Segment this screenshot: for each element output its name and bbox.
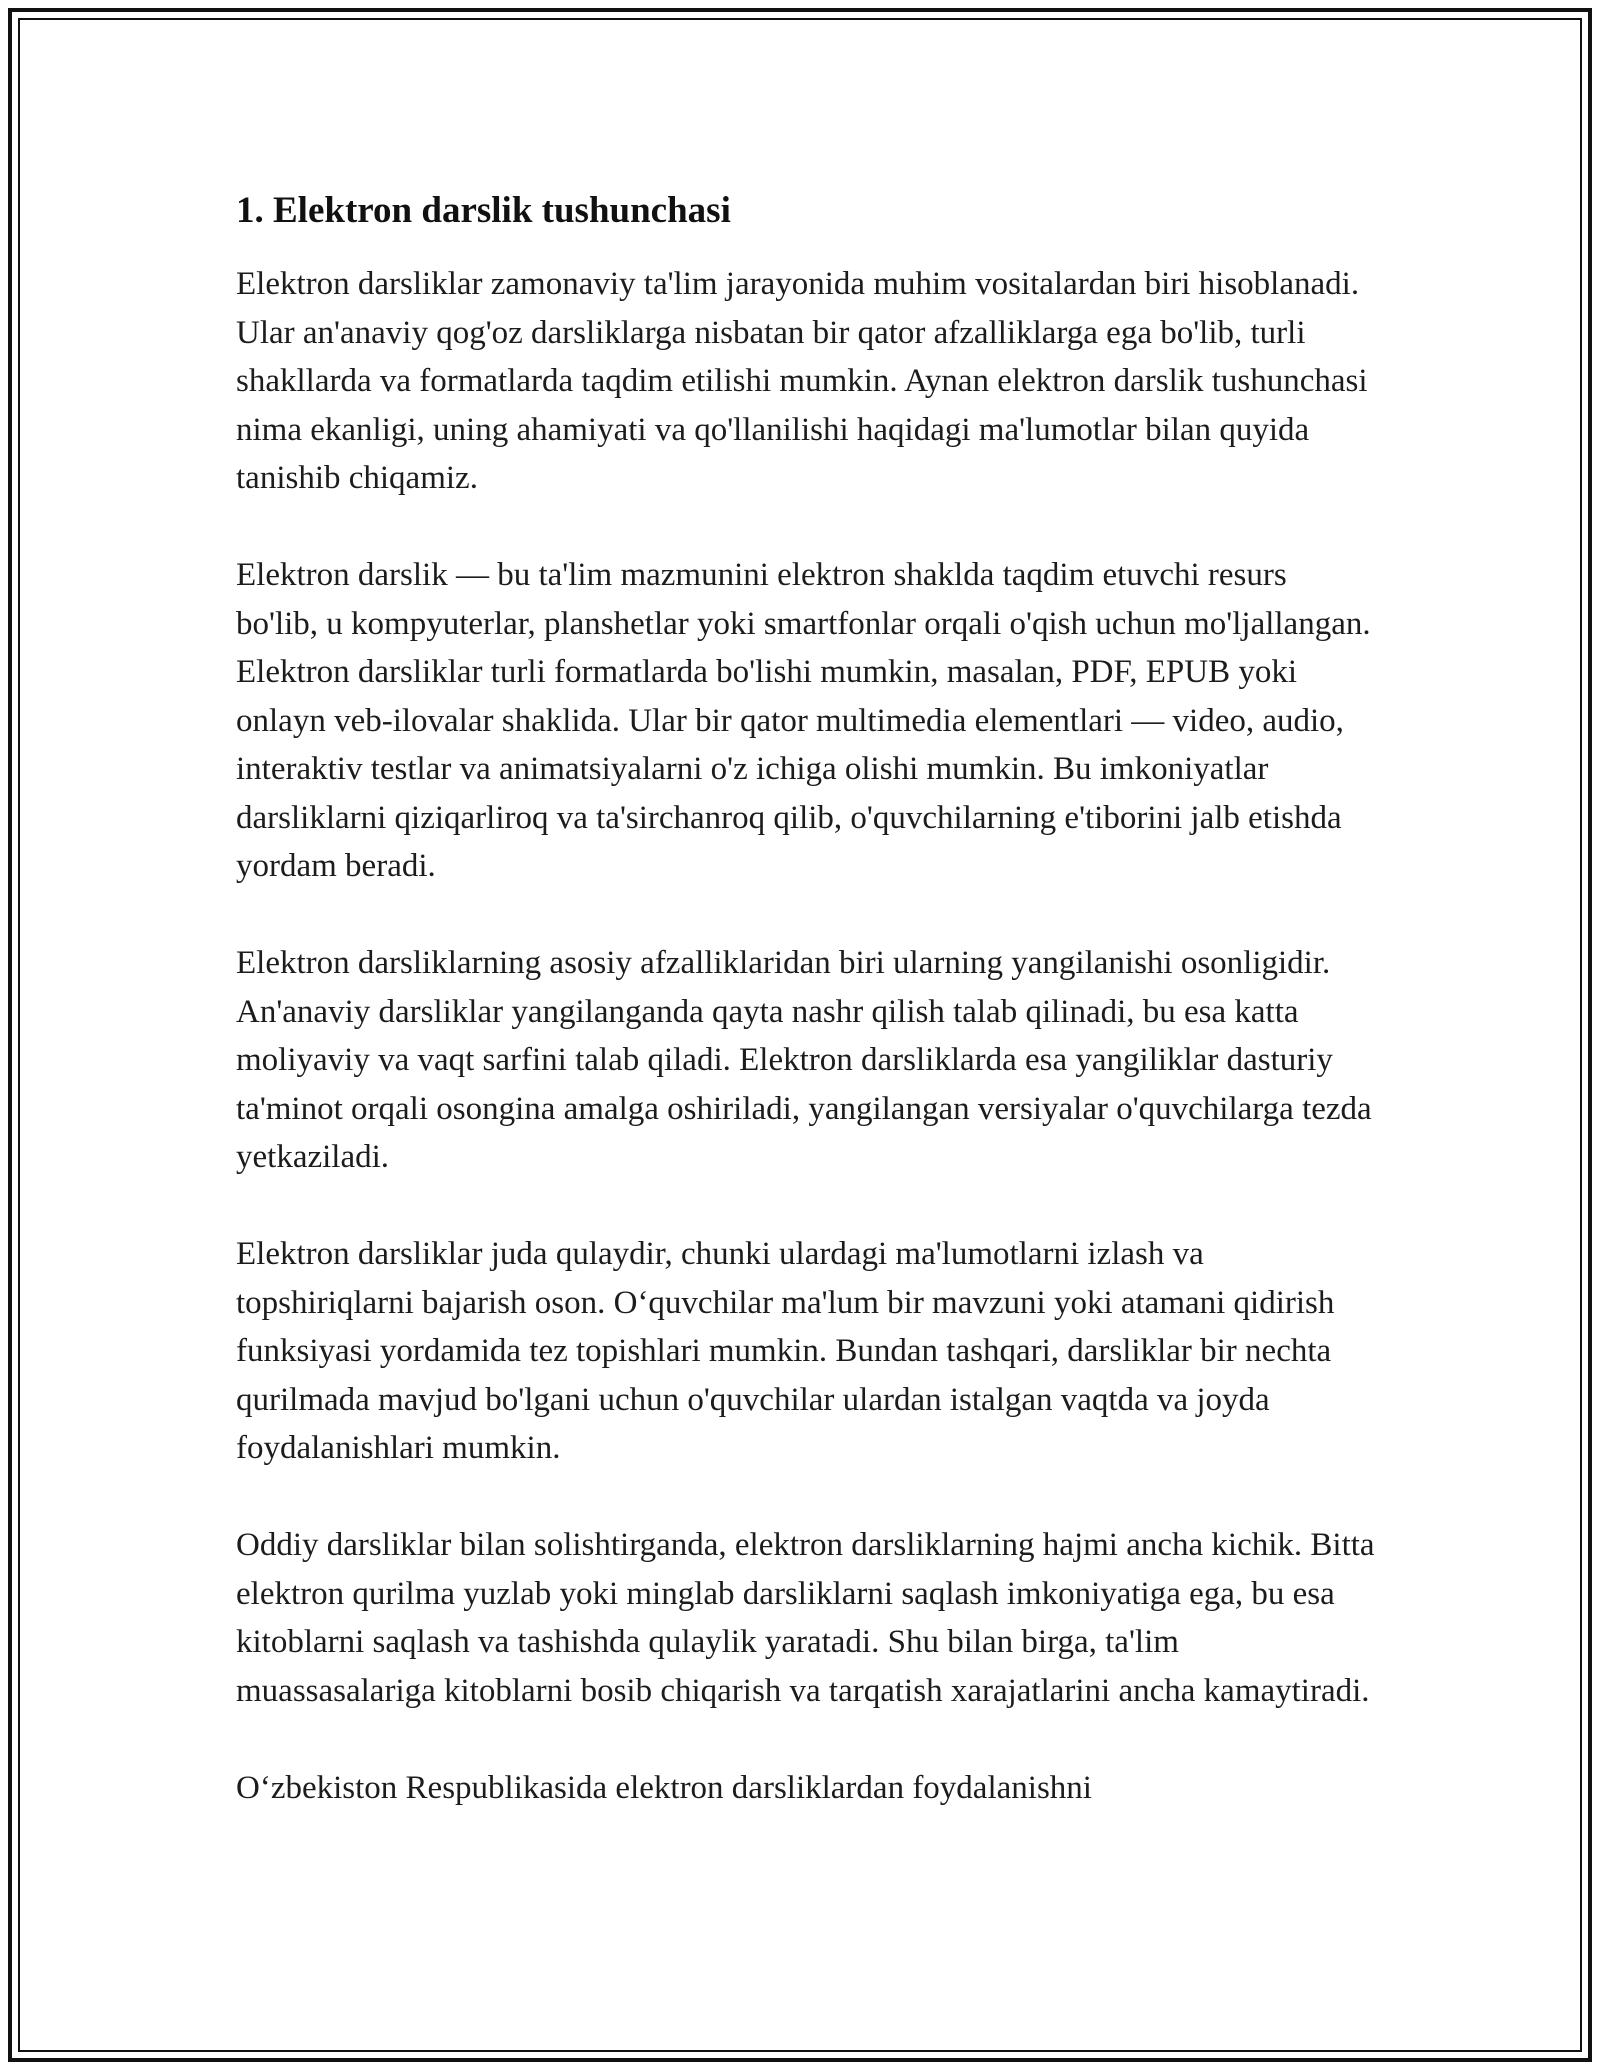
paragraph-6: O‘zbekiston Respublikasida elektron darsliklardan foydalanishni (236, 1769, 1092, 1806)
paragraph-3: Elektron darsliklarning asosiy afzalliklaridan biri ularning yangilanishi osonligidir. An'anaviy darsliklar yangilanganda qayta nashr qilish talab qilinadi, bu esa katta moliyaviy va vaqt sarfini talab qiladi. Elektron darsliklarda esa yangiliklar dasturiy ta'minot orqali osongina amalga oshiriladi, yangilangan versiyalar o'quvchilarga tezda yetkaziladi. (236, 945, 1372, 1175)
section-heading: 1. Elektron darslik tushunchasi (236, 190, 731, 231)
paragraph-2: Elektron darslik — bu ta'lim mazmunini elektron shaklda taqdim etuvchi resurs bo'lib, u kompyuterlar, planshetlar yoki smartfonlar orqali o'qish uchun mo'ljallangan. Elektron darsliklar turli formatlarda bo'lishi mumkin, masalan, PDF, EPUB yoki onlayn veb-ilovalar shaklida. Ular bir qator multimedia elementlari — video, audio, interaktiv testlar va animatsiyalarni o'z ichiga olishi mumkin. Bu imkoniyatlar darsliklarni qiziqarliroq va ta'sirchanroq qilib, o'quvchilarning e'tiborini jalb etishda yordam beradi. (236, 557, 1371, 884)
paragraph-1: Elektron darsliklar zamonaviy ta'lim jarayonida muhim vositalardan biri hisoblanadi. Ular an'anaviy qog'oz darsliklarga nisbatan bir qator afzalliklarga ega bo'lib, turli shakllarda va formatlarda taqdim etilishi mumkin. Aynan elektron darslik tushunchasi nima ekanligi, uning ahamiyati va qo'llanilishi haqidagi ma'lumotlar bilan quyida tanishib chiqamiz. (236, 266, 1368, 496)
document-body (236, 186, 1376, 1861)
paragraph-4: Elektron darsliklar juda qulaydir, chunki ulardagi ma'lumotlarni izlash va topshiriqlarni bajarish oson. O‘quvchilar ma'lum bir mavzuni yoki atamani qidirish funksiyasi yordamida tez topishlari mumkin. Bundan tashqari, darsliklar bir nechta qurilmada mavjud bo'lgani uchun o'quvchilar ulardan istalgan vaqtda va joyda foydalanishlari mumkin. (236, 1236, 1335, 1466)
paragraph-5: Oddiy darsliklar bilan solishtirganda, elektron darsliklarning hajmi ancha kichik. Bitta elektron qurilma yuzlab yoki minglab darsliklarni saqlash imkoniyatiga ega, bu esa kitoblarni saqlash va tashishda qulaylik yaratadi. Shu bilan birga, ta'lim muassasalariga kitoblarni bosib chiqarish va tarqatish xarajatlarini ancha kamaytiradi. (236, 1527, 1375, 1709)
